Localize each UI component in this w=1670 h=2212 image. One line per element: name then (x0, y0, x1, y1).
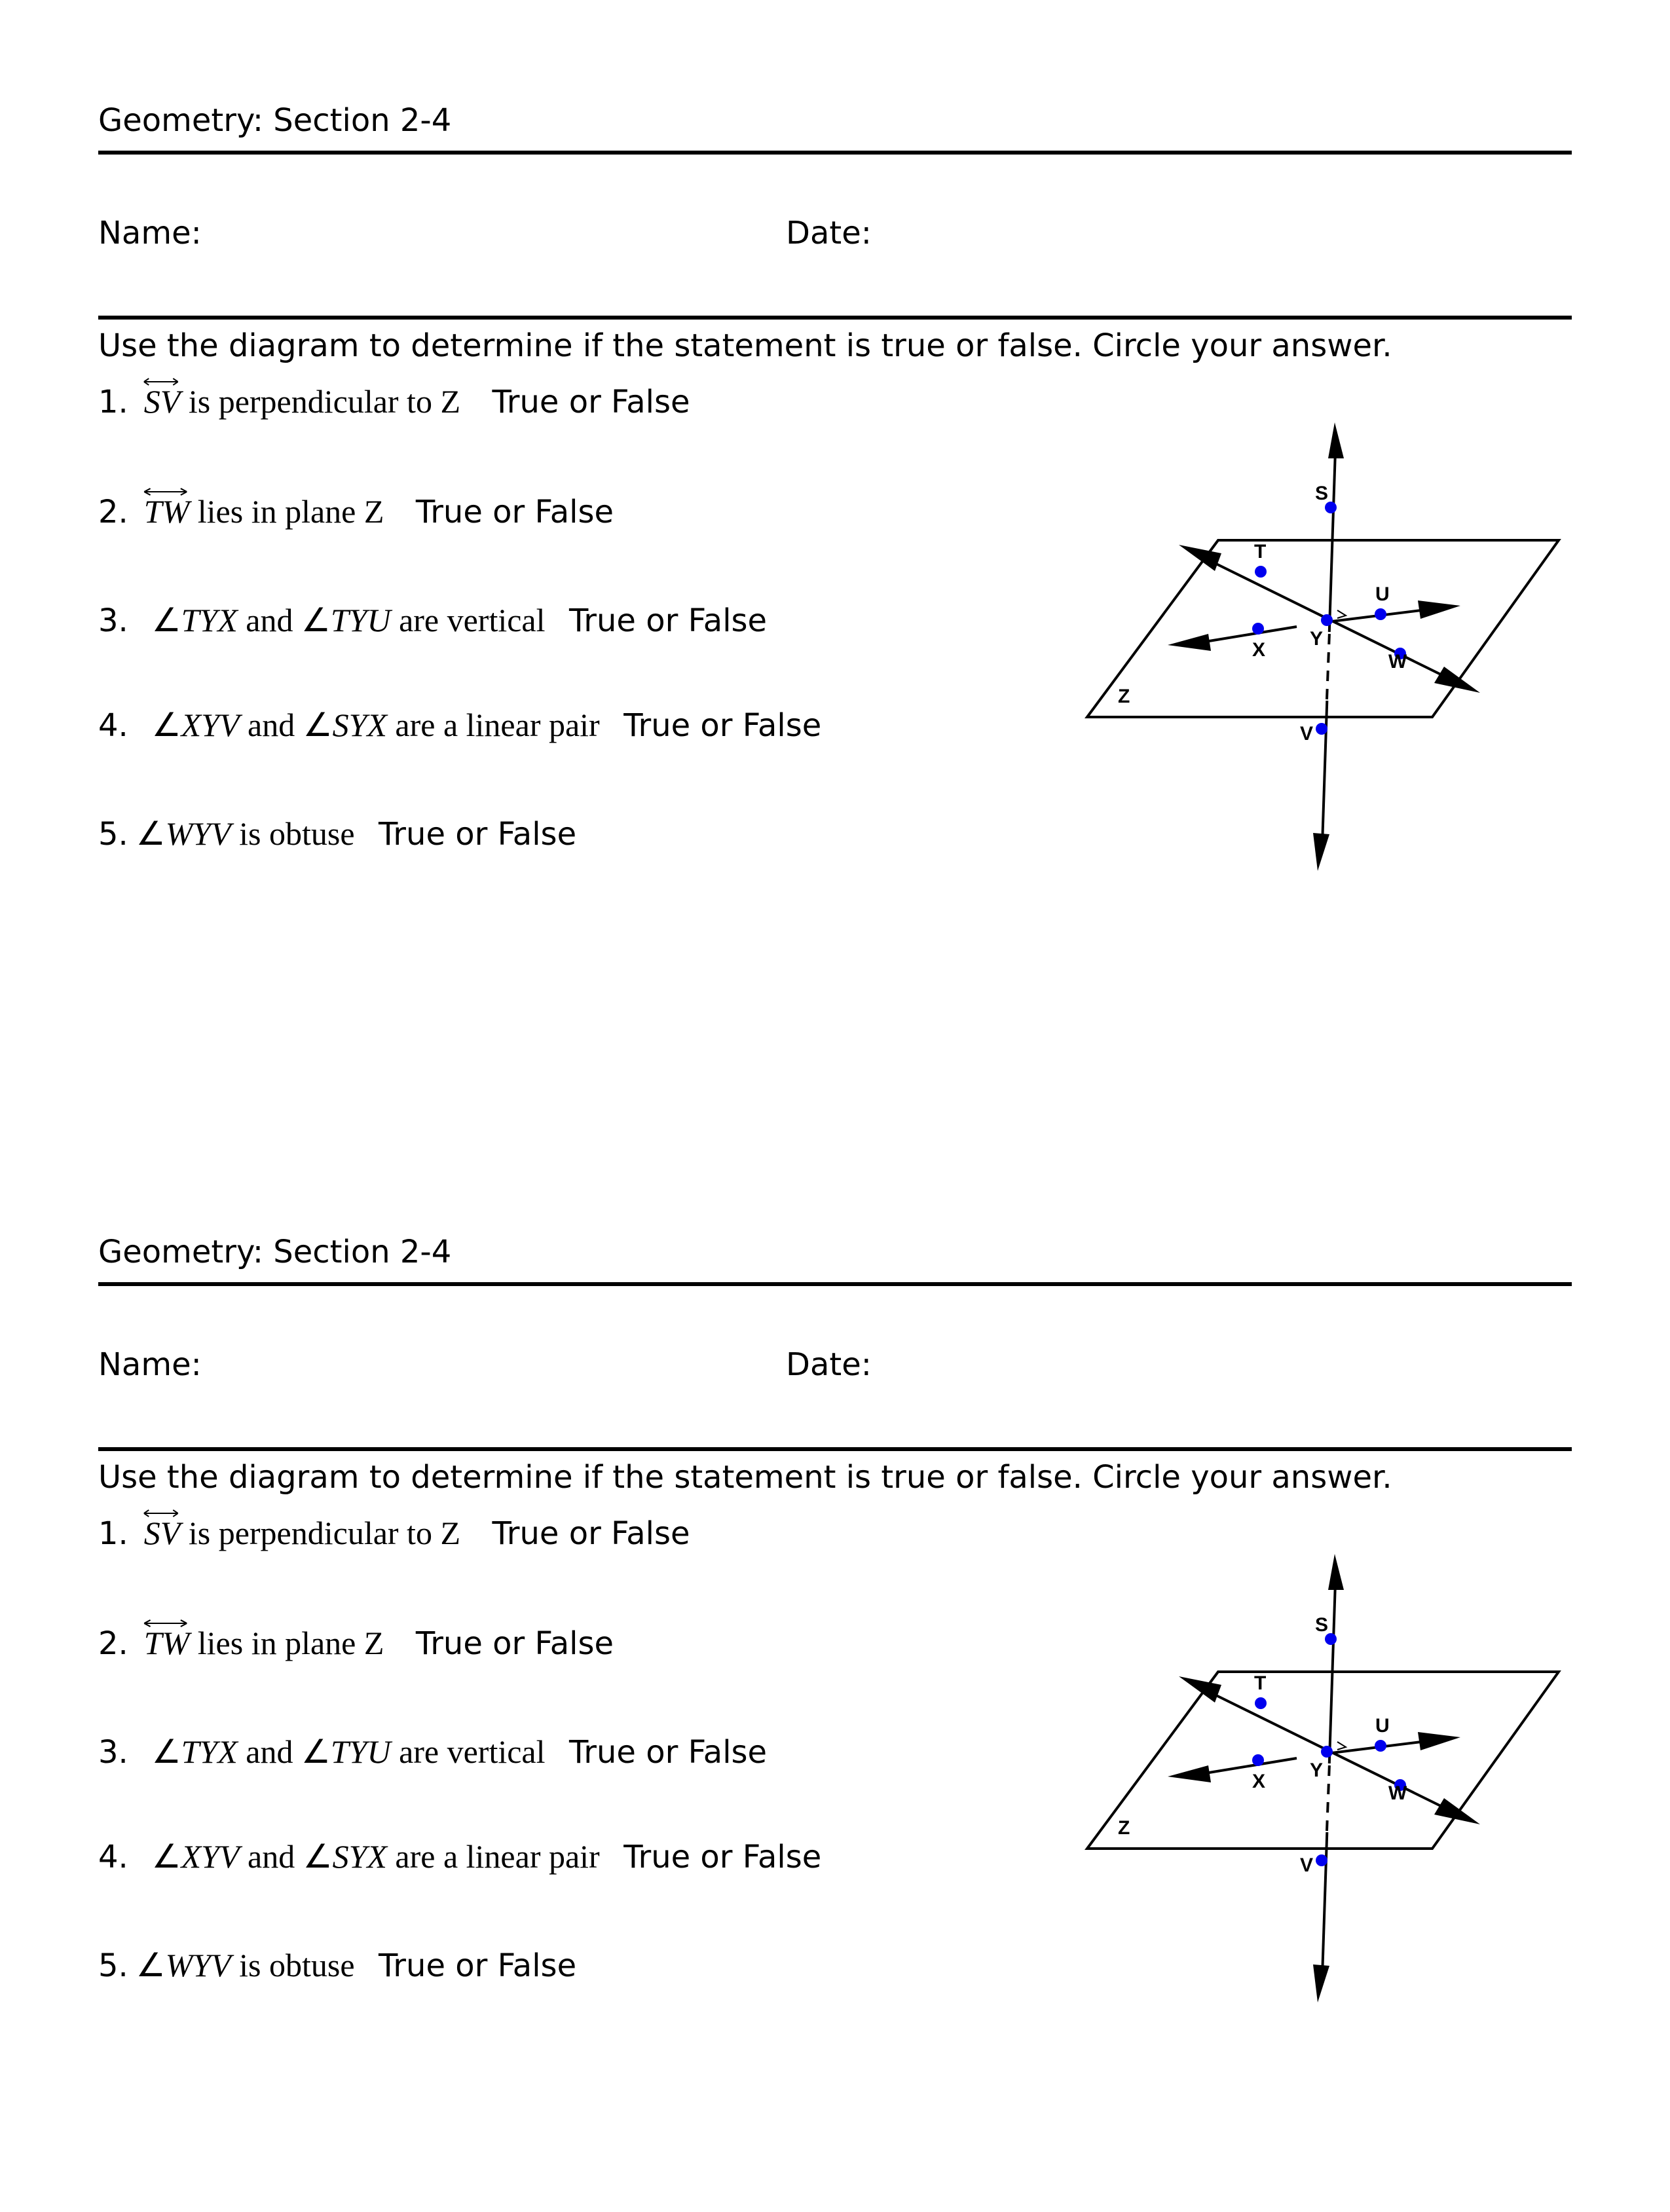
title-rule (98, 151, 1572, 155)
connector: and (248, 707, 295, 743)
angle-2: TYU (330, 1733, 391, 1770)
connector: and (248, 1838, 295, 1875)
name-label: Name: (98, 1346, 202, 1383)
angle-symbol: ∠ (151, 1838, 181, 1875)
ray-tw: TW (144, 1627, 189, 1659)
question-number: 1. (98, 1515, 128, 1552)
question-number: 4. (98, 707, 128, 744)
answer-true-or-false[interactable]: True or False (492, 1515, 690, 1552)
connector: and (246, 1733, 293, 1770)
question-3 (98, 604, 767, 637)
question-number: 5. (98, 1947, 128, 1984)
arrow-v (1313, 1964, 1329, 2002)
answer-true-or-false[interactable]: True or False (415, 1625, 614, 1662)
point-y (1321, 614, 1333, 626)
instructions: Use the diagram to determine if the statement is true or false. Circle your answer. (98, 327, 1392, 364)
worksheet-bottom (0, 1132, 1670, 2212)
worksheet-top (0, 0, 1670, 1080)
question-text: lies in plane Z (197, 1625, 384, 1661)
point-v (1316, 1854, 1327, 1866)
arrow-u (1418, 1732, 1460, 1750)
question-number: 1. (98, 384, 128, 420)
label-x: X (1252, 639, 1266, 661)
label-t: T (1254, 541, 1267, 562)
question-text: is obtuse (239, 1947, 355, 1983)
label-w: W (1388, 651, 1407, 673)
angle-symbol: ∠ (301, 602, 331, 638)
label-u: U (1375, 1715, 1390, 1737)
worksheet-title: Geometry: Section 2-4 (98, 1234, 452, 1270)
right-angle-mark (1337, 610, 1346, 618)
date-label: Date: (786, 1346, 872, 1383)
arrow-x (1168, 1765, 1211, 1782)
angle-2: TYU (330, 602, 391, 638)
point-t (1255, 566, 1267, 578)
point-y (1321, 1746, 1333, 1758)
label-y: Y (1310, 1760, 1324, 1781)
label-s: S (1315, 483, 1329, 504)
worksheet-title: Geometry: Section 2-4 (98, 102, 452, 139)
header-rule (98, 316, 1572, 320)
title-rule (98, 1282, 1572, 1286)
question-number: 2. (98, 494, 128, 530)
angle-symbol: ∠ (136, 1947, 166, 1983)
angle-symbol: ∠ (301, 1733, 331, 1770)
answer-true-or-false[interactable]: True or False (623, 707, 822, 744)
right-angle-mark (1337, 1742, 1346, 1750)
date-label: Date: (786, 215, 872, 251)
arrow-x (1168, 634, 1211, 651)
name-label: Name: (98, 215, 202, 251)
label-plane-z: Z (1118, 1817, 1130, 1839)
arrow-w (1434, 667, 1480, 693)
question-5 (98, 817, 576, 851)
point-x (1252, 623, 1264, 635)
point-u (1375, 608, 1386, 620)
instructions: Use the diagram to determine if the statement is true or false. Circle your answer. (98, 1459, 1392, 1496)
angle-1: TYX (181, 602, 238, 638)
angle-symbol: ∠ (303, 1838, 333, 1875)
question-number: 5. (98, 816, 128, 853)
arrow-s (1328, 1554, 1344, 1590)
point-u (1375, 1740, 1386, 1752)
answer-true-or-false[interactable]: True or False (623, 1839, 822, 1875)
question-5 (98, 1949, 576, 1982)
geometry-diagram (1087, 419, 1585, 799)
question-3 (98, 1735, 767, 1769)
answer-true-or-false[interactable]: True or False (492, 384, 690, 420)
question-number: 3. (98, 602, 128, 639)
angle-symbol: ∠ (136, 815, 166, 852)
question-number: 3. (98, 1734, 128, 1771)
label-y: Y (1310, 628, 1324, 650)
ray-sv: SV (144, 1517, 181, 1549)
label-v: V (1300, 723, 1314, 745)
question-text: are vertical (399, 602, 546, 638)
question-text: is perpendicular to Z (188, 1515, 460, 1551)
label-u: U (1375, 583, 1390, 605)
angle-1: XYV (181, 707, 240, 743)
question-1 (98, 1517, 690, 1550)
answer-true-or-false[interactable]: True or False (379, 1947, 577, 1984)
angle-2: SYX (332, 707, 387, 743)
geometry-diagram (1087, 1551, 1585, 1930)
question-number: 4. (98, 1839, 128, 1875)
question-text: is perpendicular to Z (188, 383, 460, 420)
answer-true-or-false[interactable]: True or False (415, 494, 614, 530)
question-2 (98, 495, 614, 528)
ray-tw: TW (144, 495, 189, 528)
answer-true-or-false[interactable]: True or False (569, 1734, 768, 1771)
question-number: 2. (98, 1625, 128, 1662)
question-text: are a linear pair (395, 1838, 600, 1875)
question-text: are vertical (399, 1733, 546, 1770)
question-text: are a linear pair (395, 707, 600, 743)
answer-true-or-false[interactable]: True or False (569, 602, 768, 639)
arrow-w (1434, 1798, 1480, 1824)
arrow-t (1179, 1676, 1221, 1703)
question-text: is obtuse (239, 815, 355, 852)
angle-symbol: ∠ (151, 1733, 181, 1770)
angle-1: TYX (181, 1733, 238, 1770)
answer-true-or-false[interactable]: True or False (379, 816, 577, 853)
angle-symbol: ∠ (303, 707, 333, 743)
arrow-v (1313, 833, 1329, 871)
ray-yx (1205, 1758, 1297, 1773)
angle-1: XYV (181, 1838, 240, 1875)
arrow-t (1179, 545, 1221, 571)
arrow-u (1418, 600, 1460, 619)
angle-1: WYV (165, 1947, 231, 1983)
angle-symbol: ∠ (151, 602, 181, 638)
angle-symbol: ∠ (151, 707, 181, 743)
angle-2: SYX (332, 1838, 387, 1875)
label-v: V (1300, 1854, 1314, 1876)
point-x (1252, 1754, 1264, 1766)
question-1 (98, 385, 690, 418)
question-2 (98, 1627, 614, 1660)
question-4 (98, 1840, 821, 1873)
ray-yx (1205, 627, 1297, 642)
label-w: W (1388, 1782, 1407, 1804)
ray-sv: SV (144, 385, 181, 418)
point-v (1316, 723, 1327, 735)
label-plane-z: Z (1118, 686, 1130, 707)
point-t (1255, 1697, 1267, 1709)
label-s: S (1315, 1614, 1329, 1636)
arrow-s (1328, 422, 1344, 458)
angle-1: WYV (165, 815, 231, 852)
question-text: lies in plane Z (197, 493, 384, 530)
header-rule (98, 1447, 1572, 1451)
label-t: T (1254, 1672, 1267, 1694)
label-x: X (1252, 1771, 1266, 1792)
question-4 (98, 709, 821, 742)
connector: and (246, 602, 293, 638)
